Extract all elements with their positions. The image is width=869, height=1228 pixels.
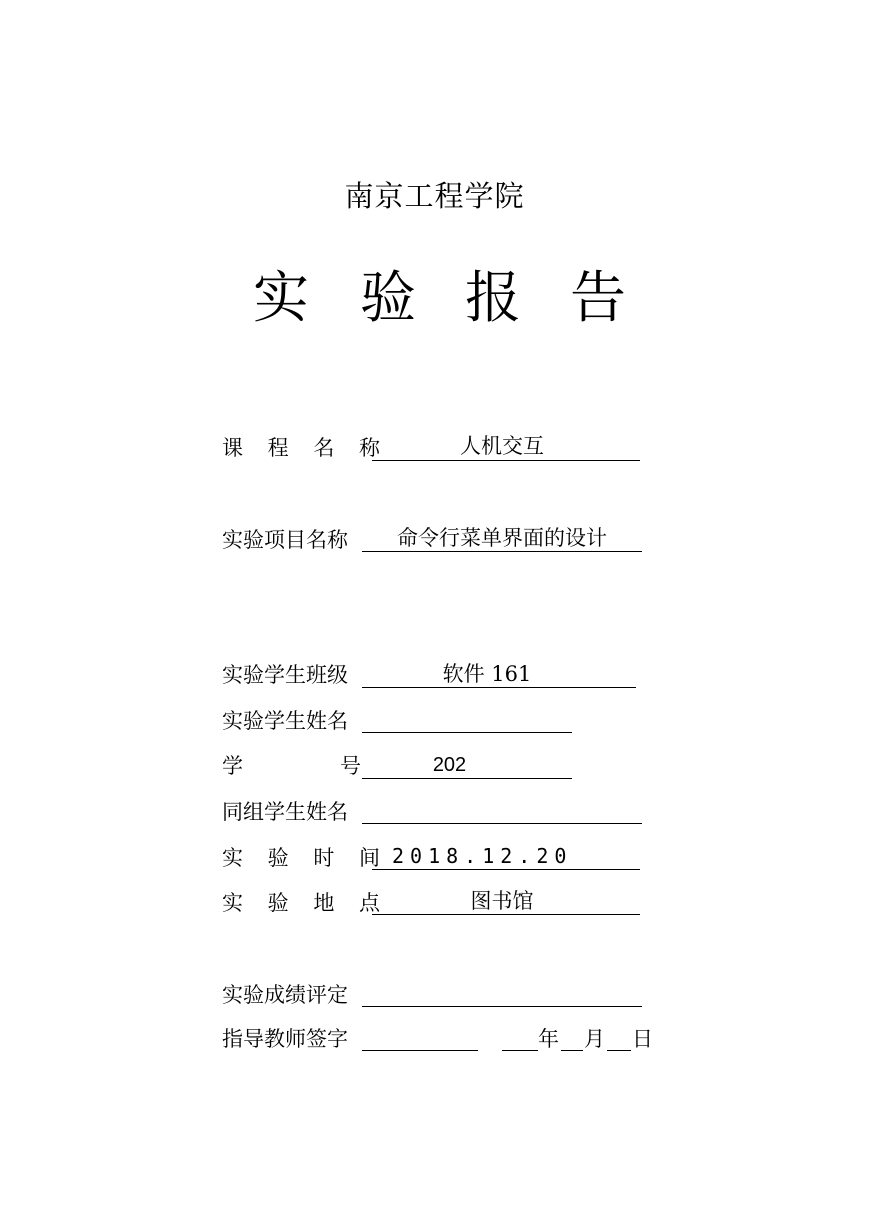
project-name-label: 实验项目名称 (222, 528, 348, 552)
school-name: 南京工程学院 (344, 179, 525, 213)
signature-label: 指导教师签字 (222, 1027, 348, 1051)
signature-field[interactable] (362, 1022, 478, 1051)
student-id-field[interactable] (362, 750, 572, 779)
class-field[interactable] (362, 659, 636, 688)
class-value: 软件 161 (442, 662, 532, 686)
student-name-label: 实验学生姓名 (222, 709, 348, 733)
location-value: 图书馆 (470, 889, 534, 913)
class-label: 实验学生班级 (222, 663, 348, 687)
group-members-field[interactable] (362, 795, 642, 824)
project-name-field[interactable] (362, 523, 642, 552)
month-label: 月 (584, 1027, 605, 1051)
student-id-label-left: 学 (222, 754, 243, 778)
month-field[interactable] (561, 1022, 583, 1051)
time-value: 2018.12.20 (392, 844, 573, 868)
location-field[interactable] (372, 886, 640, 915)
day-field[interactable] (607, 1022, 631, 1051)
report-title-char-4: 告 (570, 266, 626, 331)
project-name-value: 命令行菜单界面的设计 (397, 526, 607, 550)
day-label: 日 (632, 1027, 653, 1051)
grade-field[interactable] (362, 978, 642, 1007)
course-name-value: 人机交互 (460, 434, 544, 458)
year-label: 年 (538, 1027, 559, 1051)
student-id-value: 202 (432, 754, 467, 776)
report-title-char-1: 实 (253, 266, 309, 331)
student-name-field[interactable] (362, 704, 572, 733)
group-members-label: 同组学生姓名 (222, 800, 348, 824)
course-name-field[interactable] (372, 432, 640, 461)
course-name-label: 课 程 名 称 (222, 436, 390, 460)
time-field[interactable] (372, 841, 640, 870)
student-id-label-right: 号 (340, 754, 361, 778)
report-title-char-2: 验 (360, 266, 416, 331)
grade-label: 实验成绩评定 (222, 983, 348, 1007)
year-field[interactable] (502, 1022, 538, 1051)
location-label: 实 验 地 点 (222, 891, 390, 915)
report-title-char-3: 报 (465, 266, 521, 331)
time-label: 实 验 时 间 (222, 846, 390, 870)
